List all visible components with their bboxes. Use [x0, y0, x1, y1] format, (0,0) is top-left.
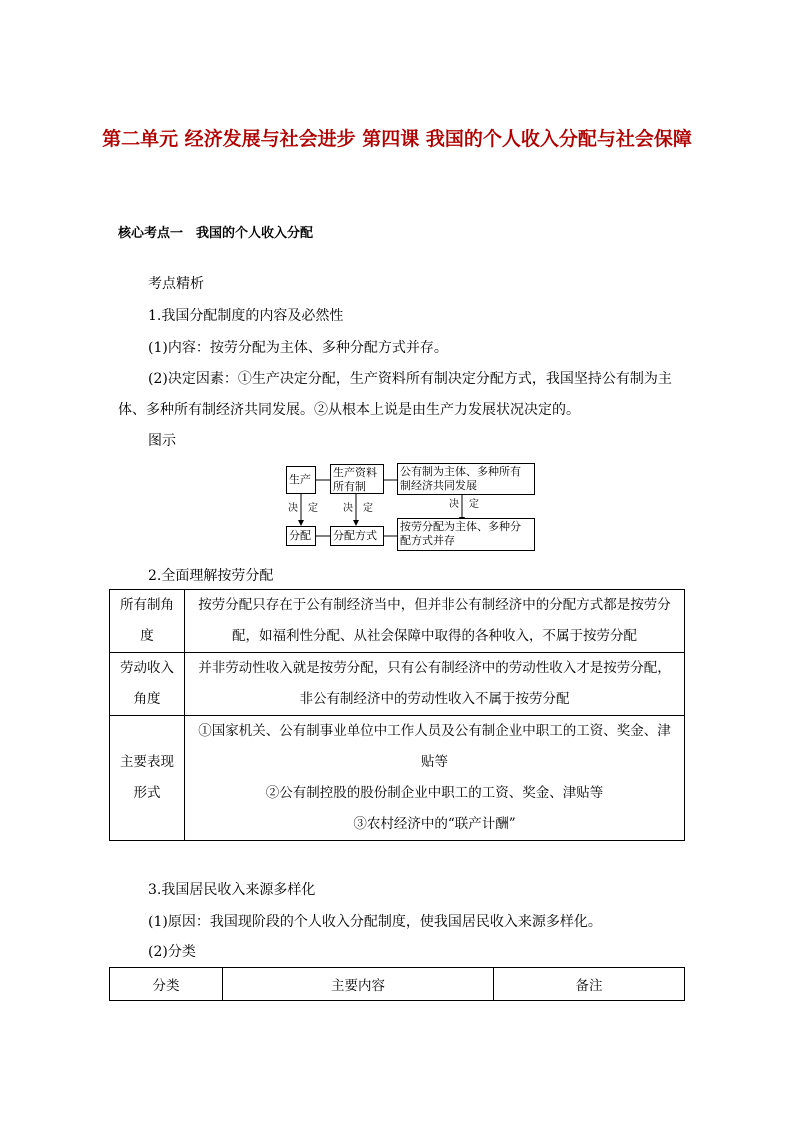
row-head-line: 主要表现 — [120, 754, 174, 770]
figure-label: 图示 — [148, 433, 176, 449]
row-head-line: 所有制角 — [120, 597, 174, 613]
decide-label-3: 决 定 — [449, 499, 479, 510]
row-body-line: 配，如福利性分配、从社会保障中取得的各种收入，不属于按劳分配 — [232, 628, 637, 644]
ownership-system-label-2: 制经济共同发展 — [400, 479, 477, 492]
row-body-line: ①国家机关、公有制事业单位中工作人员及公有制企业中职工的工资、奖金、津 — [198, 723, 671, 739]
distribution-box — [286, 526, 316, 546]
table-row — [110, 653, 685, 716]
point-1-heading: 1.我国分配制度的内容及必然性 — [148, 308, 344, 324]
point-3-classification: (2)分类 — [148, 944, 196, 960]
column-header: 分类 — [110, 968, 223, 1001]
row-head-line: 劳动收入 — [120, 660, 174, 676]
labor-distribution-table — [109, 589, 685, 841]
row-head-line: 角度 — [133, 691, 161, 707]
means-box — [330, 464, 384, 494]
table-cell — [110, 653, 185, 716]
row-body-line: 非公有制经济中的劳动性收入不属于按劳分配 — [299, 691, 570, 707]
decide-label-1: 决 定 — [288, 503, 318, 514]
distribution-diagram — [286, 460, 536, 552]
table-row — [110, 590, 685, 653]
analysis-label: 考点精析 — [148, 276, 204, 292]
table-cell — [185, 653, 685, 716]
means-label-1: 生产资料 — [333, 466, 377, 479]
income-source-table — [109, 967, 685, 1001]
row-body-line: 按劳分配只存在于公有制经济当中，但并非公有制经济中的分配方式都是按劳分 — [198, 597, 671, 613]
table-header-row — [110, 968, 685, 1001]
section-heading: 核心考点一 我国的个人收入分配 — [118, 226, 314, 241]
row-head-line: 形式 — [133, 785, 161, 801]
point-2-heading: 2.全面理解按劳分配 — [148, 568, 274, 584]
point-1-factors-line2: 体、多种所有制经济共同发展。②从根本上说是由生产力发展状况决定的。 — [118, 402, 580, 418]
point-1-factors-line1: (2)决定因素：①生产决定分配，生产资料所有制决定分配方式，我国坚持公有制为主 — [148, 371, 672, 387]
distribution-result-box — [397, 518, 535, 551]
ownership-system-box — [397, 463, 535, 495]
table-row — [110, 716, 685, 841]
row-body-line: 并非劳动性收入就是按劳分配，只有公有制经济中的劳动性收入才是按劳分配， — [198, 660, 671, 676]
mode-box — [330, 526, 384, 546]
means-label-2: 所有制 — [333, 480, 366, 493]
ownership-system-label-1: 公有制为主体、多种所有 — [400, 465, 521, 478]
column-header: 备注 — [494, 968, 685, 1001]
point-3-heading: 3.我国居民收入来源多样化 — [148, 882, 316, 898]
production-box — [286, 466, 316, 494]
point-1-content: (1)内容：按劳分配为主体、多种分配方式并存。 — [148, 340, 448, 356]
distribution-result-label-2: 配方式并存 — [400, 534, 455, 547]
column-header: 主要内容 — [223, 968, 494, 1001]
point-3-reason: (1)原因：我国现阶段的个人收入分配制度，使我国居民收入来源多样化。 — [148, 914, 602, 930]
table-cell — [110, 716, 185, 841]
table-cell — [185, 590, 685, 653]
distribution-result-label-1: 按劳分配为主体、多种分 — [400, 520, 521, 533]
table-cell — [110, 590, 185, 653]
page-title: 第二单元 经济发展与社会进步 第四课 我国的个人收入分配与社会保障 — [102, 128, 692, 150]
mode-label: 分配方式 — [333, 529, 377, 542]
row-head-line: 度 — [140, 628, 154, 644]
production-label: 生产 — [289, 473, 311, 486]
row-body-line: ③农村经济中的“联产计酬” — [353, 816, 516, 832]
table-cell — [185, 716, 685, 841]
row-body-line: 贴等 — [421, 754, 448, 770]
distribution-label: 分配 — [289, 529, 311, 542]
decide-label-2: 决 定 — [343, 503, 373, 514]
row-body-line: ②公有制控股的股份制企业中职工的工资、奖金、津贴等 — [265, 785, 604, 801]
